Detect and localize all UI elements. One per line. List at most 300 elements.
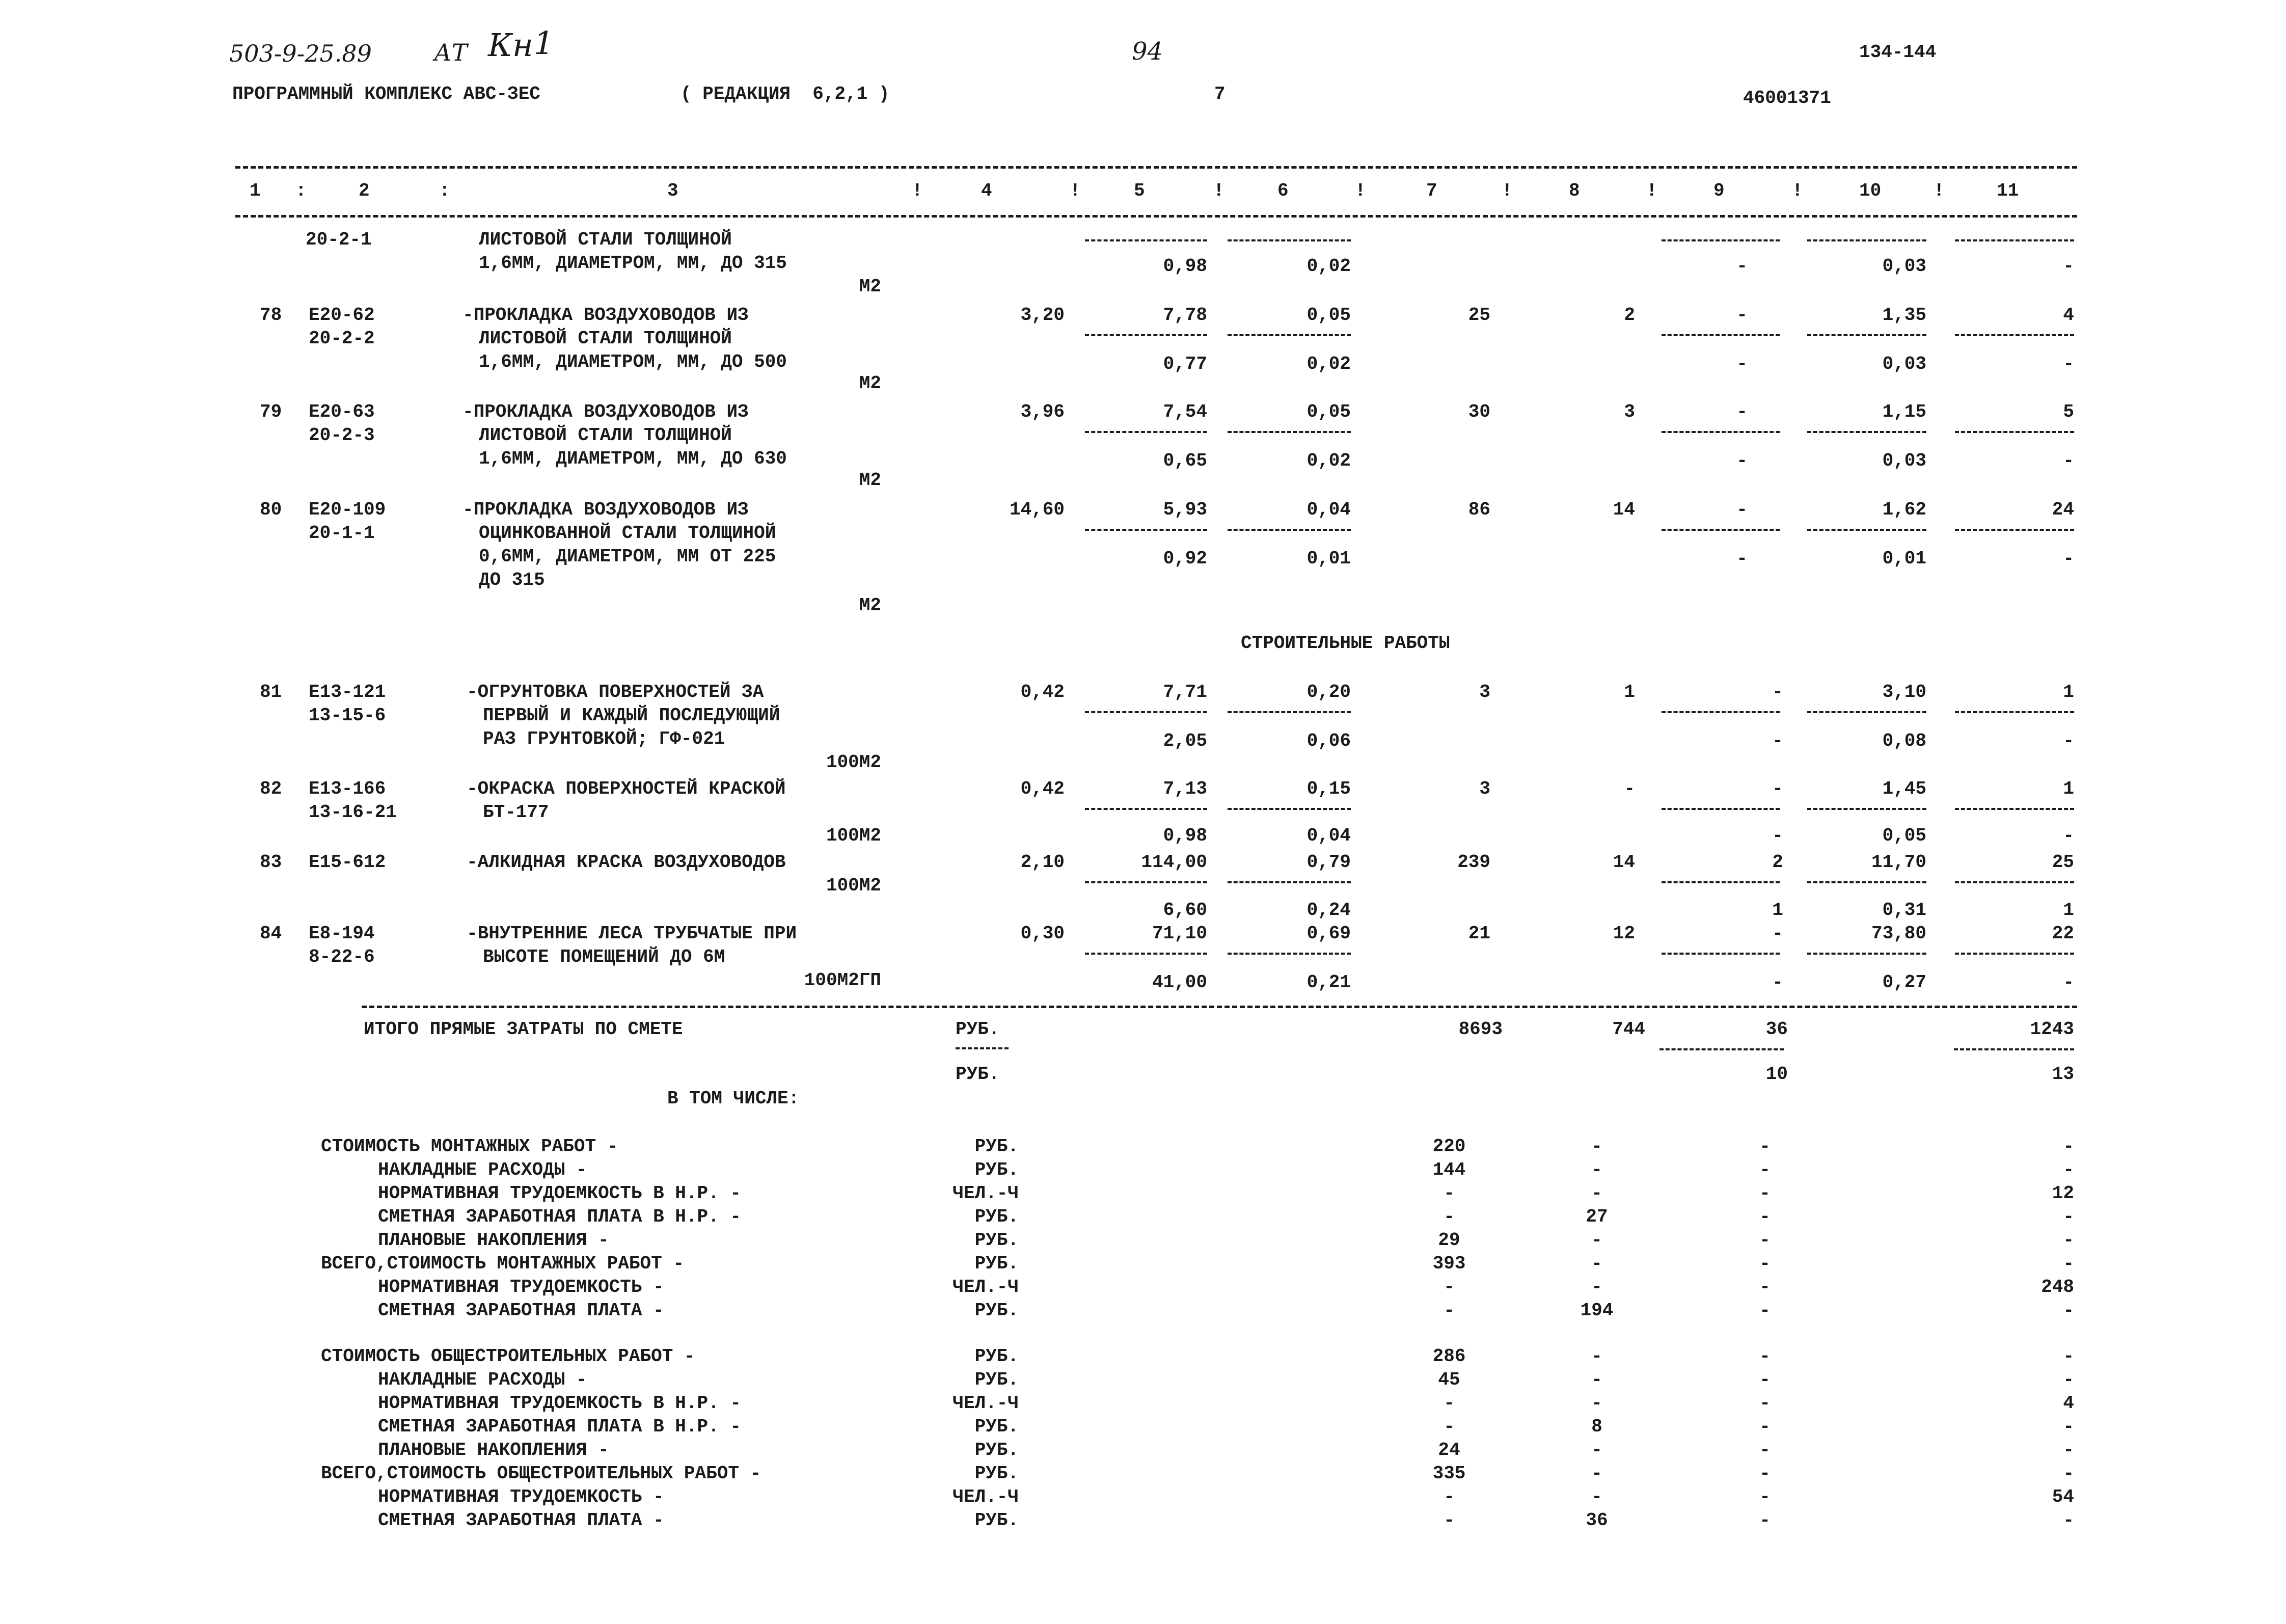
row-description: ОЦИНКОВАННОЙ СТАЛИ ТОЛЩИНОЙ [479, 523, 776, 544]
cell-col11-top: 22 [2052, 923, 2074, 944]
cell-col9-top: - [1772, 778, 1783, 799]
cell-col11-bottom: - [2063, 548, 2074, 569]
total-c11-rule [1954, 1048, 2074, 1050]
summary-c9: - [1759, 1136, 1771, 1157]
cell-col9-bottom: - [1772, 972, 1783, 993]
cell-col9-bottom: - [1736, 548, 1748, 569]
cell-col10-bottom: 0,03 [1882, 256, 1926, 277]
col10-divider [1807, 431, 1926, 433]
cell-col8: 14 [1613, 852, 1635, 873]
summary-label: НОРМАТИВНАЯ ТРУДОЕМКОСТЬ - [378, 1277, 664, 1297]
row-code-sub: 13-16-21 [309, 802, 397, 823]
summary-c8: 194 [1580, 1300, 1614, 1321]
summary-c11: - [2063, 1510, 2074, 1531]
summary-c9: - [1759, 1393, 1771, 1414]
cell-col6-top: 0,05 [1307, 305, 1351, 326]
total-unit-1: РУБ. [956, 1019, 1000, 1040]
summary-c8: - [1591, 1253, 1602, 1274]
summary-c7: - [1444, 1486, 1455, 1507]
cell-col10-top: 11,70 [1871, 852, 1926, 873]
row-number: 80 [260, 499, 282, 520]
column-header: 11 [1997, 180, 2019, 201]
col11-divider [1955, 334, 2074, 336]
cell-col10-top: 3,10 [1882, 682, 1926, 702]
cell-col11-top: 1 [2063, 778, 2074, 799]
cell-col9-bottom: - [1736, 450, 1748, 471]
summary-c8: - [1591, 1136, 1602, 1157]
handwritten-num: 1 [534, 24, 554, 62]
summary-c9: - [1759, 1159, 1771, 1180]
col10-divider [1807, 953, 1926, 955]
column-header: ! [1070, 180, 1081, 201]
cell-col9-bottom: - [1772, 730, 1783, 751]
summary-unit: ЧЕЛ.-Ч [953, 1393, 1019, 1414]
cell-col7: 239 [1457, 852, 1490, 873]
summary-c8: - [1591, 1440, 1602, 1460]
header-rule-bottom [235, 215, 2077, 218]
row-number: 82 [260, 778, 282, 799]
row-description: -ОГРУНТОВКА ПОВЕРХНОСТЕЙ ЗА [467, 682, 764, 702]
cell-col6-top: 0,69 [1307, 923, 1351, 944]
cell-col4: 3,20 [1020, 305, 1065, 326]
cell-col8: 14 [1613, 499, 1635, 520]
cell-col11-top: 25 [2052, 852, 2074, 873]
cell-col5-bottom: 0,98 [1163, 256, 1207, 277]
handwritten-kn: Кн [488, 26, 533, 64]
cell-col5-bottom: 0,98 [1163, 825, 1207, 846]
col10-divider [1807, 529, 1926, 531]
cell-col11-top: 1 [2063, 682, 2074, 702]
summary-c11: - [2063, 1206, 2074, 1227]
row-number: 83 [260, 852, 282, 873]
summary-c11: 54 [2052, 1486, 2074, 1507]
summary-label: НОРМАТИВНАЯ ТРУДОЕМКОСТЬ В Н.Р. - [378, 1183, 741, 1204]
summary-unit: ЧЕЛ.-Ч [953, 1183, 1019, 1204]
row-code: Е13-121 [309, 682, 386, 702]
cell-col9-bottom: - [1736, 256, 1748, 277]
cell-col5-bottom: 41,00 [1152, 972, 1207, 993]
summary-c11: - [2063, 1253, 2074, 1274]
cell-col7: 25 [1468, 305, 1490, 326]
edition: ( РЕДАКЦИЯ 6,2,1 ) [681, 84, 890, 104]
col6-divider [1228, 881, 1351, 883]
summary-unit: РУБ. [974, 1206, 1019, 1227]
cell-col5-top: 7,71 [1163, 682, 1207, 702]
row-unit: М2 [859, 276, 881, 297]
summary-c11: - [2063, 1463, 2074, 1484]
summary-c7: 24 [1438, 1440, 1460, 1460]
col5-divider [1085, 808, 1207, 810]
cell-col8: 1 [1624, 682, 1635, 702]
cell-col5-bottom: 0,65 [1163, 450, 1207, 471]
column-header: ! [1355, 180, 1366, 201]
summary-c7: - [1444, 1300, 1455, 1321]
col5-divider [1085, 431, 1207, 433]
summary-c7: 45 [1438, 1369, 1460, 1390]
cell-col10-top: 1,15 [1882, 401, 1926, 422]
summary-c7: - [1444, 1277, 1455, 1297]
row-unit: 100М2 [826, 752, 881, 773]
row-description: ДО 315 [479, 570, 545, 590]
col11-divider [1955, 711, 2074, 713]
cell-col10-bottom: 0,31 [1882, 900, 1926, 921]
cell-col10-bottom: 0,27 [1882, 972, 1926, 993]
column-header: 6 [1277, 180, 1289, 201]
column-header: ! [1646, 180, 1657, 201]
cell-col8: - [1624, 778, 1635, 799]
summary-unit: РУБ. [974, 1253, 1019, 1274]
col6-divider [1228, 808, 1351, 810]
cell-col7: 3 [1479, 682, 1490, 702]
summary-c7: 220 [1432, 1136, 1466, 1157]
cell-col11-bottom: - [2063, 354, 2074, 374]
cell-col5-top: 7,78 [1163, 305, 1207, 326]
cell-col5-bottom: 0,77 [1163, 354, 1207, 374]
summary-c7: 144 [1432, 1159, 1466, 1180]
cell-col7: 3 [1479, 778, 1490, 799]
cell-col9-bottom: - [1772, 825, 1783, 846]
cell-col11-top: 4 [2063, 305, 2074, 326]
row-code: Е8-194 [309, 923, 375, 944]
cell-col6-top: 0,15 [1307, 778, 1351, 799]
total-c11b: 13 [2052, 1064, 2074, 1085]
summary-c8: 36 [1586, 1510, 1608, 1531]
column-header: 5 [1134, 180, 1145, 201]
column-header: ! [1502, 180, 1513, 201]
column-header: : [439, 180, 450, 201]
cell-col6-bottom: 0,21 [1307, 972, 1351, 993]
cell-col10-top: 1,62 [1882, 499, 1926, 520]
col6-divider [1228, 239, 1351, 241]
cell-col7: 30 [1468, 401, 1490, 422]
cell-col6-bottom: 0,04 [1307, 825, 1351, 846]
row-description: ЛИСТОВОЙ СТАЛИ ТОЛЩИНОЙ [479, 328, 732, 349]
row-code: Е20-62 [309, 305, 375, 326]
summary-c7: 335 [1432, 1463, 1466, 1484]
cell-col7: 21 [1468, 923, 1490, 944]
col9-divider [1662, 334, 1780, 336]
summary-c7: - [1444, 1206, 1455, 1227]
cell-col9-bottom: - [1736, 354, 1748, 374]
summary-label: ВСЕГО,СТОИМОСТЬ ОБЩЕСТРОИТЕЛЬНЫХ РАБОТ - [321, 1463, 761, 1484]
cell-col6-bottom: 0,06 [1307, 730, 1351, 751]
total-c9a: 36 [1765, 1019, 1788, 1040]
row-number: 78 [260, 305, 282, 326]
summary-c8: 8 [1591, 1416, 1602, 1437]
column-header: 10 [1859, 180, 1882, 201]
cell-col11-bottom: - [2063, 256, 2074, 277]
row-number: 79 [260, 401, 282, 422]
col5-divider [1085, 334, 1207, 336]
row-unit: 100М2 [826, 825, 881, 846]
cell-col4: 14,60 [1009, 499, 1065, 520]
summary-label: СМЕТНАЯ ЗАРАБОТНАЯ ПЛАТА В Н.Р. - [378, 1416, 741, 1437]
cell-col5-bottom: 2,05 [1163, 730, 1207, 751]
summary-unit: РУБ. [974, 1463, 1019, 1484]
cell-col4: 2,10 [1020, 852, 1065, 873]
col9-divider [1662, 953, 1780, 955]
summary-c9: - [1759, 1206, 1771, 1227]
summary-unit: ЧЕЛ.-Ч [953, 1486, 1019, 1507]
cell-col6-top: 0,04 [1307, 499, 1351, 520]
row-description: -ВНУТРЕННИЕ ЛЕСА ТРУБЧАТЫЕ ПРИ [467, 923, 797, 944]
row-description: -ОКРАСКА ПОВЕРХНОСТЕЙ КРАСКОЙ [467, 778, 786, 799]
cell-col10-top: 1,35 [1882, 305, 1926, 326]
col6-divider [1228, 711, 1351, 713]
cell-col10-bottom: 0,01 [1882, 548, 1926, 569]
col11-divider [1955, 881, 2074, 883]
summary-label: НАКЛАДНЫЕ РАСХОДЫ - [378, 1159, 587, 1180]
cell-col10-bottom: 0,08 [1882, 730, 1926, 751]
summary-c7: 286 [1432, 1346, 1466, 1367]
cell-col9-top: - [1772, 923, 1783, 944]
summary-label: СМЕТНАЯ ЗАРАБОТНАЯ ПЛАТА - [378, 1300, 664, 1321]
summary-unit: РУБ. [974, 1510, 1019, 1531]
cell-col6-bottom: 0,24 [1307, 900, 1351, 921]
row-code-sub: 20-2-3 [309, 425, 375, 446]
summary-c8: - [1591, 1486, 1602, 1507]
row-code-sub: 8-22-6 [309, 946, 375, 967]
cell-col5-bottom: 6,60 [1163, 900, 1207, 921]
cell-col4: 0,42 [1020, 682, 1065, 702]
col5-divider [1085, 953, 1207, 955]
row-unit: М2 [859, 595, 881, 616]
col6-divider [1228, 334, 1351, 336]
column-header: ! [1792, 180, 1803, 201]
summary-c11: 12 [2052, 1183, 2074, 1204]
column-header: ! [1213, 180, 1224, 201]
page-number: 94 [1132, 37, 1163, 66]
summary-c9: - [1759, 1510, 1771, 1531]
column-header: 8 [1569, 180, 1580, 201]
row-description: ВЫСОТЕ ПОМЕЩЕНИЙ ДО 6М [483, 946, 725, 967]
row-code-sub: 20-1-1 [309, 523, 375, 544]
cell-col9-top: - [1772, 682, 1783, 702]
row-description: 1,6ММ, ДИАМЕТРОМ, ММ, ДО 630 [479, 448, 787, 469]
summary-c11: - [2063, 1346, 2074, 1367]
column-header: 9 [1713, 180, 1725, 201]
total-unit-2: РУБ. [956, 1064, 1000, 1085]
col10-divider [1807, 711, 1926, 713]
cell-col10-bottom: 0,03 [1882, 354, 1926, 374]
summary-c9: - [1759, 1230, 1771, 1251]
summary-label: ПЛАНОВЫЕ НАКОПЛЕНИЯ - [378, 1440, 609, 1460]
total-c9-rule [1659, 1048, 1784, 1050]
cell-col10-bottom: 0,03 [1882, 450, 1926, 471]
row-description: ЛИСТОВОЙ СТАЛИ ТОЛЩИНОЙ [479, 229, 732, 250]
cell-col5-top: 71,10 [1152, 923, 1207, 944]
col9-divider [1662, 881, 1780, 883]
row-unit: 100М2ГП [804, 970, 881, 991]
row-number: 81 [260, 682, 282, 702]
column-header: ! [912, 180, 923, 201]
cell-col9-top: - [1736, 499, 1748, 520]
cell-col8: 3 [1624, 401, 1635, 422]
summary-c7: 29 [1438, 1230, 1460, 1251]
summary-c8: - [1591, 1369, 1602, 1390]
col11-divider [1955, 953, 2074, 955]
summary-label: ПЛАНОВЫЕ НАКОПЛЕНИЯ - [378, 1230, 609, 1251]
column-header: 2 [359, 180, 370, 201]
row-description: -АЛКИДНАЯ КРАСКА ВОЗДУХОВОДОВ [467, 852, 786, 873]
row-description: ПЕРВЫЙ И КАЖДЫЙ ПОСЛЕДУЮЩИЙ [483, 705, 780, 726]
summary-c7: - [1444, 1183, 1455, 1204]
summary-c9: - [1759, 1416, 1771, 1437]
row-number: 84 [260, 923, 282, 944]
summary-unit: РУБ. [974, 1369, 1019, 1390]
summary-c8: - [1591, 1393, 1602, 1414]
col9-divider [1662, 808, 1780, 810]
cell-col5-top: 5,93 [1163, 499, 1207, 520]
sheet-number: 7 [1214, 84, 1226, 104]
col9-divider [1662, 239, 1780, 241]
cell-col11-bottom: - [2063, 450, 2074, 471]
summary-unit: ЧЕЛ.-Ч [953, 1277, 1019, 1297]
row-description: 0,6ММ, ДИАМЕТРОМ, ММ ОТ 225 [479, 546, 776, 567]
cell-col6-top: 0,05 [1307, 401, 1351, 422]
header-rule-top [235, 166, 2077, 169]
summary-unit: РУБ. [974, 1416, 1019, 1437]
cell-col6-bottom: 0,02 [1307, 354, 1351, 374]
summary-c9: - [1759, 1277, 1771, 1297]
summary-c11: - [2063, 1416, 2074, 1437]
cell-col8: 2 [1624, 305, 1635, 326]
summary-c11: - [2063, 1159, 2074, 1180]
col5-divider [1085, 711, 1207, 713]
summary-label: СТОИМОСТЬ ОБЩЕСТРОИТЕЛЬНЫХ РАБОТ - [321, 1346, 695, 1367]
cell-col11-bottom: - [2063, 972, 2074, 993]
cell-col10-top: 73,80 [1871, 923, 1926, 944]
col11-divider [1955, 431, 2074, 433]
summary-c11: 4 [2063, 1393, 2074, 1414]
total-c7: 8693 [1458, 1019, 1503, 1040]
row-code-sub: 20-2-2 [309, 328, 375, 349]
summary-c9: - [1759, 1300, 1771, 1321]
row-description: БТ-177 [483, 802, 549, 823]
row-description: -ПРОКЛАДКА ВОЗДУХОВОДОВ ИЗ [462, 401, 749, 422]
summary-label: СМЕТНАЯ ЗАРАБОТНАЯ ПЛАТА В Н.Р. - [378, 1206, 741, 1227]
cell-col4: 0,42 [1020, 778, 1065, 799]
summary-c8: - [1591, 1277, 1602, 1297]
col11-divider [1955, 239, 2074, 241]
cell-col9-bottom: 1 [1772, 900, 1783, 921]
summary-label: НОРМАТИВНАЯ ТРУДОЕМКОСТЬ В Н.Р. - [378, 1393, 741, 1414]
column-header: : [295, 180, 307, 201]
col10-divider [1807, 881, 1926, 883]
summary-label: СТОИМОСТЬ МОНТАЖНЫХ РАБОТ - [321, 1136, 618, 1157]
summary-label: ВСЕГО,СТОИМОСТЬ МОНТАЖНЫХ РАБОТ - [321, 1253, 684, 1274]
row-code: 20-2-1 [306, 229, 372, 250]
col6-divider [1228, 529, 1351, 531]
row-code: Е13-166 [309, 778, 386, 799]
summary-c8: - [1591, 1463, 1602, 1484]
total-c8: 744 [1612, 1019, 1645, 1040]
col10-divider [1807, 239, 1926, 241]
cell-col11-bottom: - [2063, 730, 2074, 751]
cell-col11-bottom: - [2063, 825, 2074, 846]
summary-c11: - [2063, 1440, 2074, 1460]
cell-col11-top: 24 [2052, 499, 2074, 520]
summary-c8: - [1591, 1183, 1602, 1204]
column-header: ! [1934, 180, 1945, 201]
col5-divider [1085, 881, 1207, 883]
cell-col8: 12 [1613, 923, 1635, 944]
summary-c9: - [1759, 1440, 1771, 1460]
summary-c7: - [1444, 1510, 1455, 1531]
cell-col5-top: 7,54 [1163, 401, 1207, 422]
cell-col9-top: - [1736, 401, 1748, 422]
cell-col9-top: 2 [1772, 852, 1783, 873]
col10-divider [1807, 334, 1926, 336]
summary-c8: - [1591, 1159, 1602, 1180]
doc-number: 46001371 [1743, 88, 1831, 109]
cell-col5-top: 114,00 [1141, 852, 1207, 873]
cell-col5-bottom: 0,92 [1163, 548, 1207, 569]
total-unit-rule [956, 1047, 1009, 1049]
summary-c11: - [2063, 1136, 2074, 1157]
summary-c7: 393 [1432, 1253, 1466, 1274]
summary-label: НАКЛАДНЫЕ РАСХОДЫ - [378, 1369, 587, 1390]
row-description: -ПРОКЛАДКА ВОЗДУХОВОДОВ ИЗ [462, 499, 749, 520]
summary-unit: РУБ. [974, 1440, 1019, 1460]
row-unit: М2 [859, 373, 881, 394]
page-range: 134-144 [1859, 42, 1937, 63]
summary-c11: 248 [2041, 1277, 2074, 1297]
row-description: ЛИСТОВОЙ СТАЛИ ТОЛЩИНОЙ [479, 425, 732, 446]
summary-c8: - [1591, 1230, 1602, 1251]
column-header: 7 [1426, 180, 1437, 201]
summary-c11: - [2063, 1230, 2074, 1251]
summary-unit: РУБ. [974, 1230, 1019, 1251]
cell-col11-bottom: 1 [2063, 900, 2074, 921]
cell-col11-top: 5 [2063, 401, 2074, 422]
summary-c9: - [1759, 1486, 1771, 1507]
summary-c9: - [1759, 1253, 1771, 1274]
summary-c8: - [1591, 1346, 1602, 1367]
cell-col6-top: 0,79 [1307, 852, 1351, 873]
cell-col5-top: 7,13 [1163, 778, 1207, 799]
row-code: Е15-612 [309, 852, 386, 873]
summary-unit: РУБ. [974, 1159, 1019, 1180]
handwritten-mark: АТ [434, 39, 468, 66]
summary-c9: - [1759, 1183, 1771, 1204]
total-c11a: 1243 [2030, 1019, 2074, 1040]
col6-divider [1228, 953, 1351, 955]
total-label: ИТОГО ПРЯМЫЕ ЗАТРАТЫ ПО СМЕТЕ [364, 1019, 683, 1040]
col6-divider [1228, 431, 1351, 433]
col11-divider [1955, 529, 2074, 531]
row-unit: 100М2 [826, 875, 881, 896]
cell-col6-bottom: 0,01 [1307, 548, 1351, 569]
program-title: ПРОГРАММНЫЙ КОМПЛЕКС АВС-ЗЕС [232, 84, 540, 104]
row-code-sub: 13-15-6 [309, 705, 386, 726]
summary-c7: - [1444, 1393, 1455, 1414]
cell-col10-bottom: 0,05 [1882, 825, 1926, 846]
column-header: 4 [981, 180, 992, 201]
cell-col6-bottom: 0,02 [1307, 450, 1351, 471]
totals-rule [362, 1006, 2077, 1008]
section-title: СТРОИТЕЛЬНЫЕ РАБОТЫ [1241, 633, 1450, 654]
col9-divider [1662, 711, 1780, 713]
cell-col4: 3,96 [1020, 401, 1065, 422]
cell-col6-bottom: 0,02 [1307, 256, 1351, 277]
summary-unit: РУБ. [974, 1300, 1019, 1321]
row-description: 1,6ММ, ДИАМЕТРОМ, ММ, ДО 315 [479, 253, 787, 274]
summary-c8: 27 [1586, 1206, 1608, 1227]
row-code: Е20-109 [309, 499, 386, 520]
cell-col7: 86 [1468, 499, 1490, 520]
row-description: 1,6ММ, ДИАМЕТРОМ, ММ, ДО 500 [479, 351, 787, 372]
